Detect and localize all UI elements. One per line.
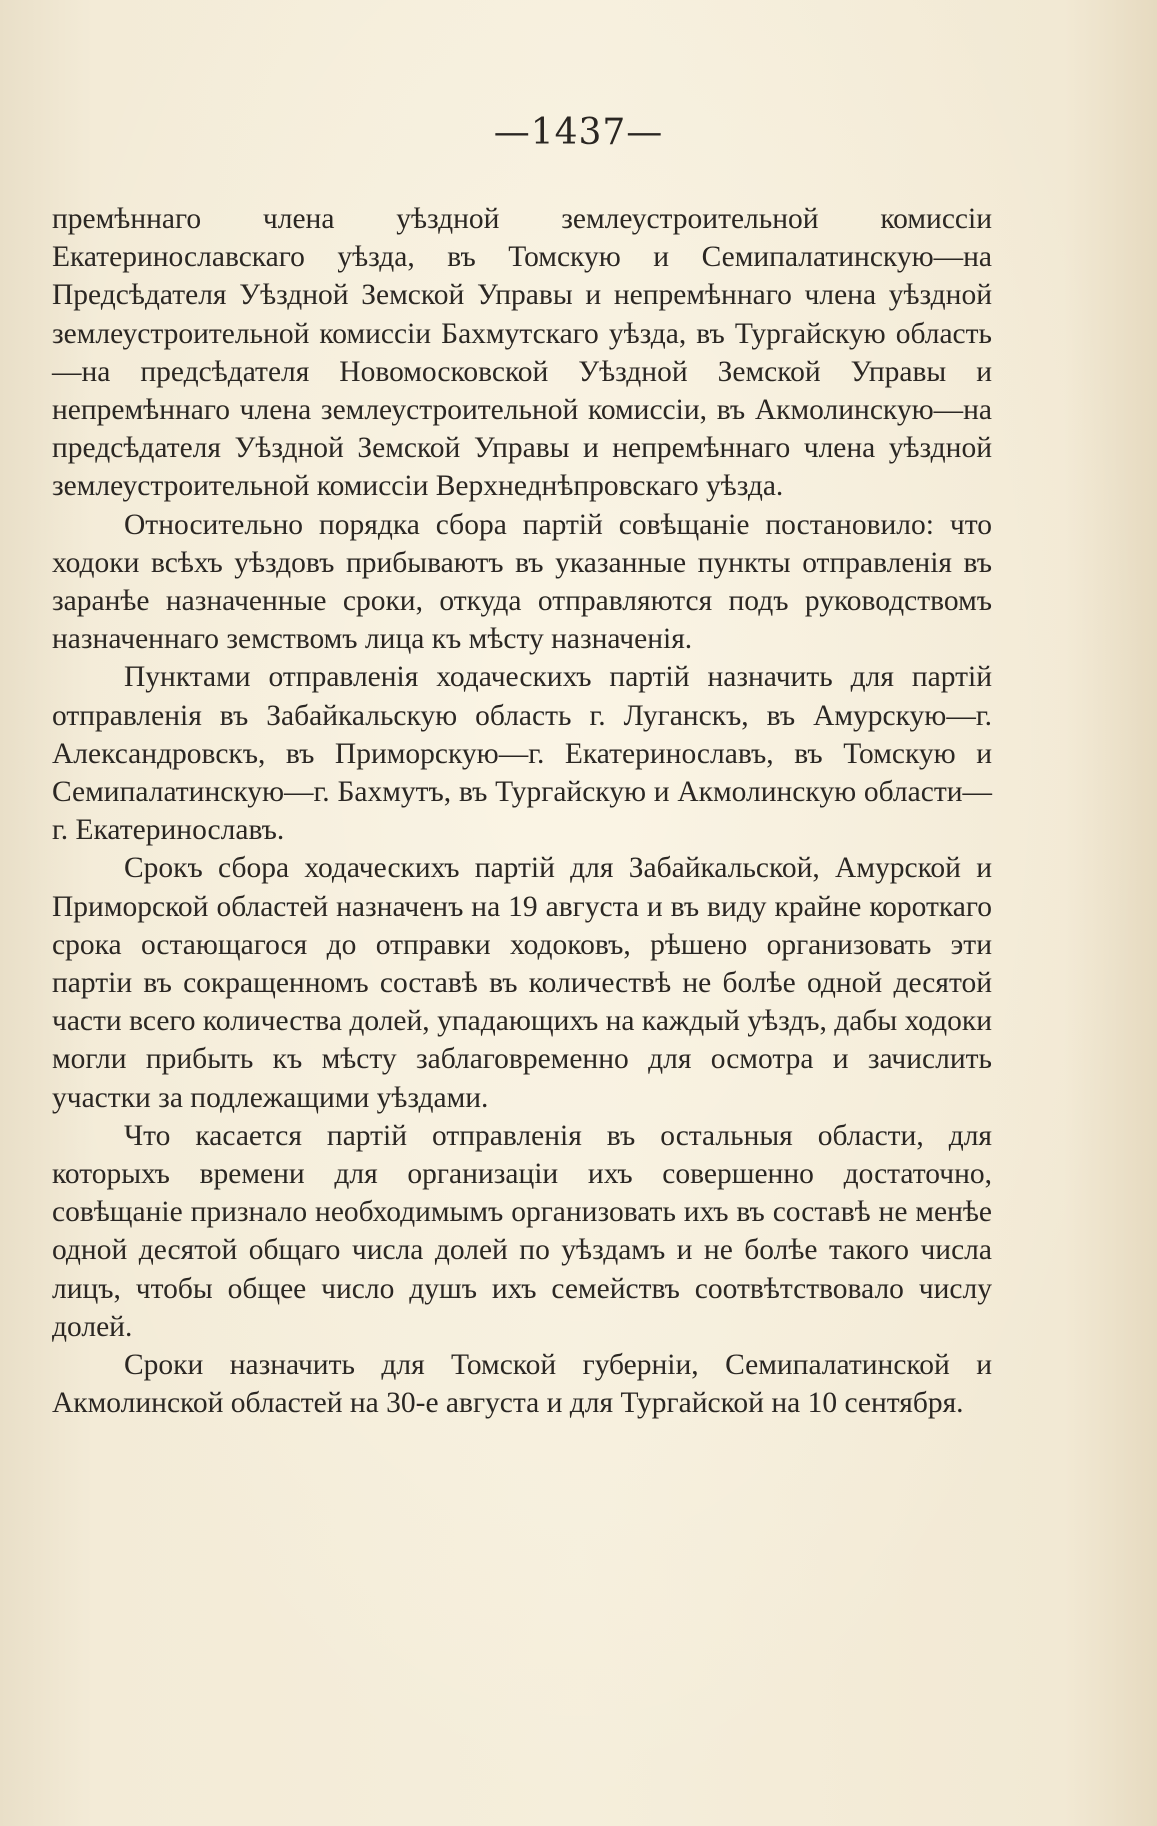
body-text: [52, 200, 992, 1423]
page-number: —1437—: [493, 112, 664, 153]
paragraph-departure-points: Пунктами отправленія ходаческихъ партій назначить для партій отправленія въ Забайкальскую область г. Луганскъ, въ Амурскую—г. Александровскъ, въ Приморскую—г. Екатеринославъ, въ Томскую и Семипалатинскую—г. Бахмутъ, въ Тургайскую и Акмолинскую области—г. Екатеринославъ.: [52, 661, 992, 847]
paragraph-assembly-order: Относительно порядка сбора партій совѣщаніе постановило: что ходоки всѣхъ уѣздовъ прибываютъ въ указанные пункты отправленія въ заранѣе назначенные сроки, откуда отправляются подъ руководствомъ назначеннаго земствомъ лица къ мѣсту назначенія.: [52, 508, 992, 656]
paragraph-other-regions: Что касается партій отправленія въ остальныя области, для которыхъ времени для организаціи ихъ совершенно достаточно, совѣщаніе признало необходимымъ организовать ихъ въ составѣ не менѣе одной десятой общаго числа долей по уѣздамъ и не болѣе такого числа лицъ, чтобы общее число душъ ихъ семействъ соотвѣтствовало числу долей.: [52, 1119, 992, 1343]
paragraph-assembly-date: Срокъ сбора ходаческихъ партій для Забайкальской, Амурской и Приморской областей назначенъ на 19 августа и въ виду крайне короткаго срока остающагося до отправки ходоковъ, рѣшено организовать эти партіи въ сокращенномъ составѣ въ количествѣ не болѣе одной десятой части всего количества долей, упадающихъ на каждый уѣздъ, дабы ходоки могли прибыть къ мѣсту заблаговременно для осмотра и зачислить участки за подлежащими уѣздами.: [52, 852, 992, 1114]
paragraph-continuation: премѣннаго члена уѣздной землеустроительной комиссіи Екатеринославскаго уѣзда, въ Томскую и Семипалатинскую—на Предсѣдателя Уѣздной Земской Управы и непремѣннаго члена уѣздной землеустроительной комиссіи Бахмутскаго уѣзда, въ Тургайскую область—на предсѣдателя Новомосковской Уѣздной Земской Управы и непремѣннаго члена землеустроительной комиссіи, въ Акмолинскую—на предсѣдателя Уѣздной Земской Управы и непремѣннаго члена уѣздной землеустроительной комиссіи Верхнеднѣпровскаго уѣзда.: [52, 203, 992, 503]
paragraph-deadlines: Сроки назначить для Томской губерніи, Семипалатинской и Акмолинской областей на 30-е августа и для Тургайской на 10 сентября.: [52, 1349, 992, 1420]
